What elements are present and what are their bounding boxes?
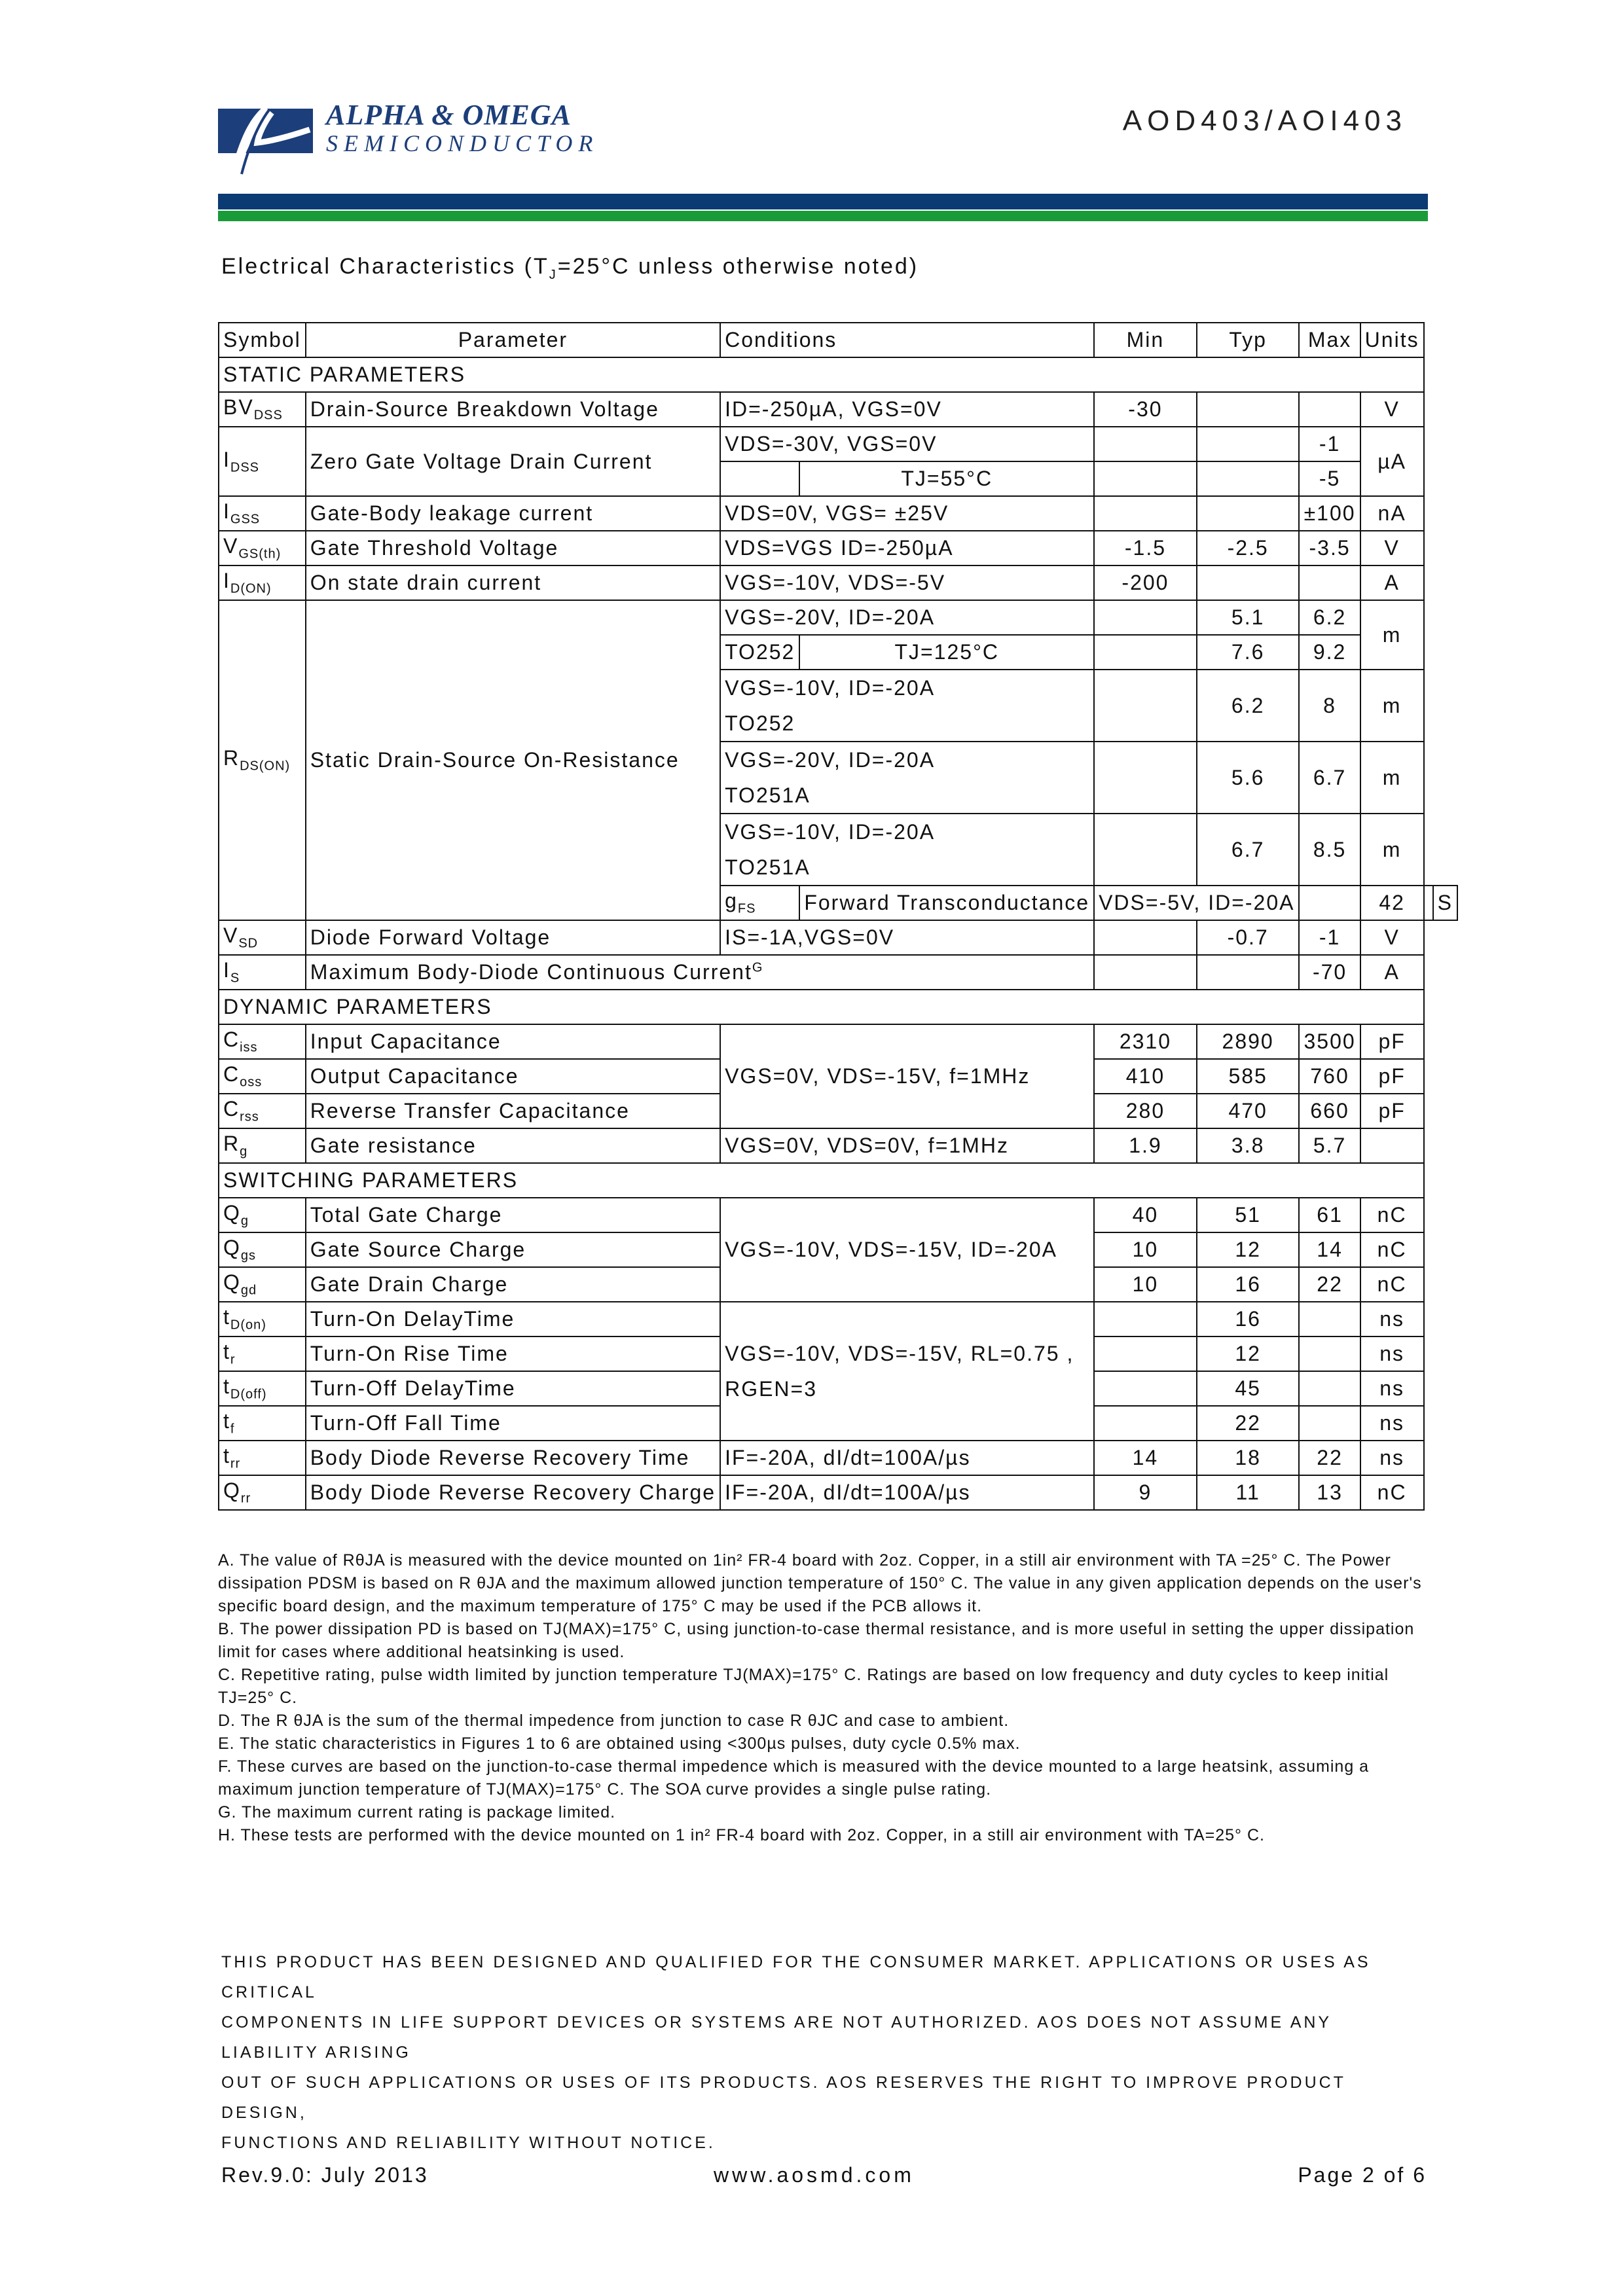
header-bar-green (218, 211, 1428, 221)
table-row: $I_{DSS}$ Zero Gate Voltage Drain Current VDS=-30V, VGS=0V -1 µA (219, 427, 1457, 461)
table-row: $t_r$ Turn-On Rise Time 12 ns (219, 1336, 1457, 1371)
section-title: Electrical Characteristics ($T_J=25^\circ C$ unless otherwise noted) (221, 254, 919, 282)
table-row: VGS=-10V, ID=-20A TO252 6.2 8 m (219, 670, 1457, 742)
note-c: C. Repetitive rating, pulse width limited by junction temperature TJ(MAX)=175° C. Ratings are based on low frequency and duty cycles to keep initial TJ=25° C. (218, 1666, 1389, 1707)
table-header-row (219, 323, 1457, 357)
section-row-dynamic: DYNAMIC PARAMETERS (219, 990, 1457, 1024)
brand-subtitle: SEMICONDUCTOR (326, 130, 599, 156)
table-row: $Q_{gs}$ Gate Source Charge 10 12 14 nC (219, 1232, 1457, 1267)
header-units: Units (1360, 323, 1424, 357)
table-row: $g_{FS}$ Forward Transconductance VDS=-5V, ID=-20A 42 S (219, 886, 1457, 920)
table-row: $Q_{gd}$ Gate Drain Charge 10 16 22 nC (219, 1267, 1457, 1302)
table-row: $I_{GSS}$ Gate-Body leakage current VDS=0V, VGS= ±25V ±100 nA (219, 496, 1457, 531)
table-row: $t_{rr}$ Body Diode Reverse Recovery Time IF=-20A, dI/dt=100A/µs 14 18 22 ns (219, 1441, 1457, 1475)
revision-date: Rev.9.0: July 2013 (221, 2163, 429, 2187)
table-row: $I_{D(ON)}$ On state drain current VGS=-10V, VDS=-5V -200 A (219, 565, 1457, 600)
table-row: TJ=55°C -5 (219, 461, 1457, 496)
table-row: $Q_{rr}$ Body Diode Reverse Recovery Charge IF=-20A, dI/dt=100A/µs 9 11 13 nC (219, 1475, 1457, 1510)
header-symbol: Symbol (219, 323, 306, 357)
header-typ: Typ (1197, 323, 1300, 357)
table-row: $R_{DS(ON)}$ Static Drain-Source On-Resistance VGS=-20V, ID=-20A 5.1 6.2 m (219, 600, 1457, 635)
section-row-switching: SWITCHING PARAMETERS (219, 1163, 1457, 1198)
table-row: $C_{rss}$ Reverse Transfer Capacitance 280 470 660 pF (219, 1094, 1457, 1128)
website-link[interactable]: www.aosmd.com (714, 2163, 915, 2187)
note-a: A. The value of RθJA is measured with the device mounted on 1in² FR-4 board with 2oz. Copper, in a still air environment with TA =25° C. The Power dissipation PDSM is based on R θJA and the maximum allowed junction temperature of 150° C. The value in any given application depends on the user's specific board design, and the maximum temperature of 175° C may be used if the PCB allows it. (218, 1551, 1422, 1615)
table-row: TO252 TJ=125°C 7.6 9.2 (219, 635, 1457, 670)
table-row: $Q_g$ Total Gate Charge VGS=-10V, VDS=-15V, ID=-20A 40 51 61 nC (219, 1198, 1457, 1232)
part-number: AOD403/AOI403 (1122, 105, 1407, 137)
brand-name: ALPHA & OMEGA (326, 99, 572, 131)
table-row: $V_{GS(th)}$ Gate Threshold Voltage VDS=VGS ID=-250µA -1.5 -2.5 -3.5 V (219, 531, 1457, 565)
electrical-characteristics-table (218, 322, 1458, 1511)
note-b: B. The power dissipation PD is based on TJ(MAX)=175° C, using junction-to-case thermal resistance, and is more useful in setting the upper dissipation limit for cases where additional heatsinking is used. (218, 1620, 1415, 1661)
table-row: $C_{oss}$ Output Capacitance 410 585 760 pF (219, 1059, 1457, 1094)
table-row: $R_g$ Gate resistance VGS=0V, VDS=0V, f=1MHz 1.9 3.8 5.7 (219, 1128, 1457, 1163)
note-f: F. These curves are based on the junction-to-case thermal impedence which is measured with the device mounted to a large heatsink, assuming a maximum junction temperature of TJ(MAX)=175° C. The SOA curve provides a single pulse rating. (218, 1757, 1370, 1799)
table-row: $I_S$ Maximum Body-Diode Continuous Current$^G$ -70 A (219, 955, 1457, 990)
table-row: $t_f$ Turn-Off Fall Time 22 ns (219, 1406, 1457, 1441)
table-row: $C_{iss}$ Input Capacitance VGS=0V, VDS=-15V, f=1MHz 2310 2890 3500 pF (219, 1024, 1457, 1059)
note-g: G. The maximum current rating is package limited. (218, 1803, 616, 1821)
company-logo-icon (218, 103, 316, 175)
header-parameter: Parameter (306, 323, 720, 357)
footnotes (218, 1549, 1428, 1847)
header-bar-blue (218, 194, 1428, 209)
table-row: $t_{D(on)}$ Turn-On DelayTime VGS=-10V, VDS=-15V, RL=0.75 , RGEN=3 16 ns (219, 1302, 1457, 1336)
note-d: D. The R θJA is the sum of the thermal impedence from junction to case R θJC and case to ambient. (218, 1712, 1010, 1730)
table-row: VGS=-20V, ID=-20A TO251A 5.6 6.7 m (219, 742, 1457, 814)
section-row-static: STATIC PARAMETERS (219, 357, 1457, 392)
page-number: Page 2 of 6 (1298, 2163, 1427, 2187)
table-row: $V_{SD}$ Diode Forward Voltage IS=-1A,VGS=0V -0.7 -1 V (219, 920, 1457, 955)
table-row: VGS=-10V, ID=-20A TO251A 6.7 8.5 m (219, 814, 1457, 886)
table-row: $BV_{DSS}$ Drain-Source Breakdown Voltage ID=-250µA, VGS=0V -30 V (219, 392, 1457, 427)
table-row: $t_{D(off)}$ Turn-Off DelayTime 45 ns (219, 1371, 1457, 1406)
header-conditions: Conditions (720, 323, 1094, 357)
note-h: H. These tests are performed with the device mounted on 1 in² FR-4 board with 2oz. Copper, in a still air environment with TA=25° C. (218, 1826, 1265, 1844)
disclaimer: THIS PRODUCT HAS BEEN DESIGNED AND QUALIFIED FOR THE CONSUMER MARKET. APPLICATIONS OR USES AS CRITICAL COMPONENTS IN LIFE SUPPORT DEVICES OR SYSTEMS ARE NOT AUTHORIZED. AOS DOES NOT ASSUME ANY LIABILITY ARISING OUT OF SUCH APPLICATIONS OR USES OF ITS PRODUCTS. AOS RESERVES THE RIGHT TO IMPROVE PRODUCT DESIGN, FUNCTIONS AND RELIABILITY WITHOUT NOTICE. (221, 1953, 1371, 2152)
header-max: Max (1299, 323, 1360, 357)
note-e: E. The static characteristics in Figures 1 to 6 are obtained using <300µs pulses, duty cycle 0.5% max. (218, 1734, 1021, 1753)
header-min: Min (1094, 323, 1197, 357)
